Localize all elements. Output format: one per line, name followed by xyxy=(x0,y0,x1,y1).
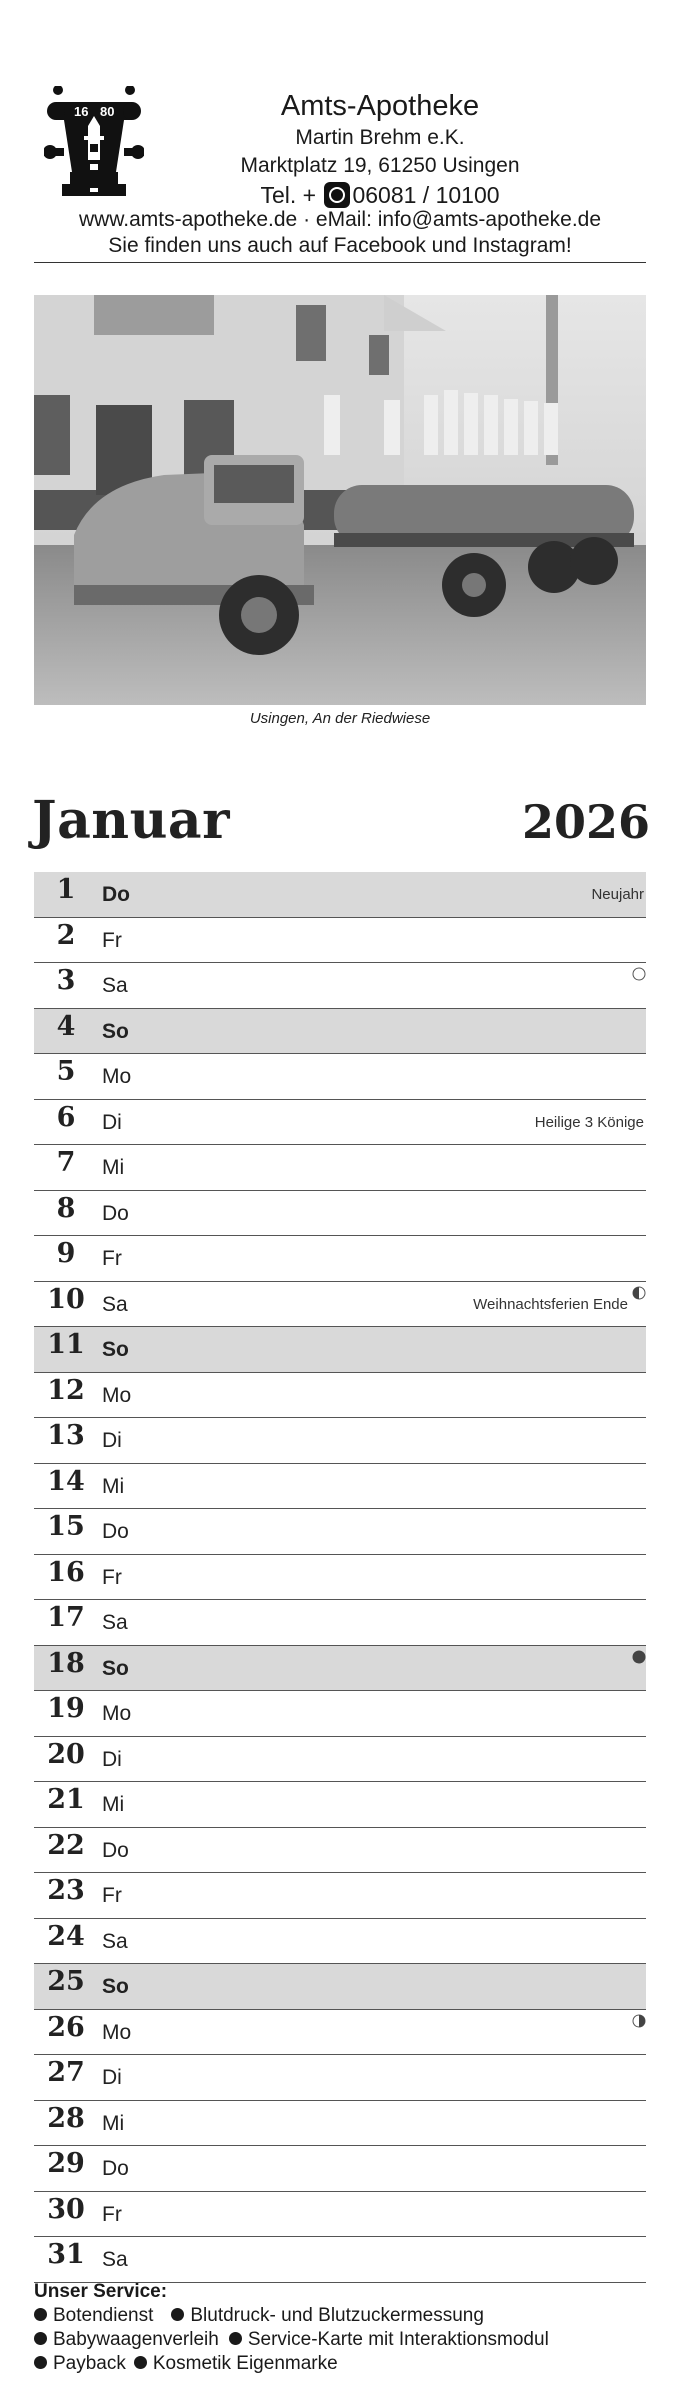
pharmacy-web-email: www.amts-apotheke.de · eMail: info@amts-apotheke.de xyxy=(78,208,602,231)
day-name: Di xyxy=(102,1429,122,1452)
day-number: 29 xyxy=(47,2148,85,2179)
logo-year-left: 16 xyxy=(74,104,89,119)
whatsapp-icon xyxy=(324,182,350,208)
day-row xyxy=(34,1464,646,1510)
day-row xyxy=(34,2192,646,2238)
service-section xyxy=(34,2280,646,2376)
day-number: 20 xyxy=(47,1738,85,1770)
day-name: Sa xyxy=(102,2248,128,2271)
service-item: Babywaagenverleih xyxy=(34,2329,219,2350)
day-name: Di xyxy=(102,1747,122,1771)
day-row xyxy=(34,1327,646,1373)
day-name: So xyxy=(102,1975,129,1998)
day-note: Weihnachtsferien Ende xyxy=(473,1295,628,1313)
day-row xyxy=(34,1373,646,1419)
moon-first-icon xyxy=(632,2014,646,2028)
service-line-3 xyxy=(34,2352,646,2376)
service-line-1 xyxy=(34,2304,646,2328)
day-number: 23 xyxy=(47,1875,85,1906)
day-name: Di xyxy=(102,1110,122,1134)
day-number: 8 xyxy=(56,1192,76,1224)
day-name: Sa xyxy=(102,1929,128,1953)
day-name: Fr xyxy=(102,1884,122,1907)
phone-prefix: Tel. + xyxy=(260,182,317,208)
day-name: Mo xyxy=(102,1065,132,1088)
day-number: 15 xyxy=(47,1511,85,1542)
day-number: 2 xyxy=(56,919,76,951)
bullet-icon xyxy=(34,2332,47,2345)
day-row xyxy=(34,1509,646,1555)
day-number: 31 xyxy=(47,2239,85,2270)
day-name: So xyxy=(102,1019,129,1043)
day-name: Fr xyxy=(102,2202,122,2226)
moon-new-icon xyxy=(632,1650,646,1664)
day-number: 13 xyxy=(47,1420,85,1451)
day-row xyxy=(34,963,646,1009)
day-row xyxy=(34,1100,646,1146)
day-row xyxy=(34,1964,646,2010)
day-row xyxy=(34,1737,646,1783)
day-row xyxy=(34,1782,646,1828)
day-name: Fr xyxy=(102,1247,122,1270)
day-name: Mo xyxy=(102,1702,132,1725)
day-row xyxy=(34,1236,646,1282)
day-name: Sa xyxy=(102,1292,128,1316)
day-number: 24 xyxy=(47,1920,85,1952)
photo-caption: Usingen, An der Riedwiese xyxy=(249,710,431,727)
day-name: Fr xyxy=(102,928,122,952)
day-note: Neujahr xyxy=(591,886,644,903)
day-number: 28 xyxy=(47,2102,85,2134)
day-row xyxy=(34,872,646,918)
day-number: 18 xyxy=(47,1647,85,1679)
day-number: 17 xyxy=(47,1602,85,1633)
service-item: Payback xyxy=(34,2353,126,2374)
day-number: 22 xyxy=(47,1829,85,1861)
day-name: Mo xyxy=(102,2020,132,2044)
logo-year-right: 80 xyxy=(100,104,115,119)
day-row xyxy=(34,1691,646,1737)
day-row xyxy=(34,1873,646,1919)
day-number: 10 xyxy=(47,1283,85,1315)
day-name: Sa xyxy=(102,974,128,997)
service-item: Kosmetik Eigenmarke xyxy=(134,2353,338,2374)
day-row xyxy=(34,2055,646,2101)
day-name: Mi xyxy=(102,1793,125,1816)
day-number: 7 xyxy=(56,1147,76,1178)
day-row xyxy=(34,1282,646,1328)
pharmacy-name: Amts-Apotheke xyxy=(280,90,480,122)
day-row xyxy=(34,2237,646,2283)
day-number: 16 xyxy=(47,1556,85,1588)
day-row xyxy=(34,1600,646,1646)
bullet-icon xyxy=(171,2308,184,2321)
day-number: 14 xyxy=(47,1465,85,1497)
service-item: Blutdruck- und Blutzuckermessung xyxy=(171,2305,484,2326)
pharmacy-header xyxy=(34,86,646,262)
moon-last-icon xyxy=(632,1286,646,1300)
day-row xyxy=(34,1919,646,1965)
pharmacy-phone xyxy=(34,182,646,209)
day-row xyxy=(34,1054,646,1100)
day-row xyxy=(34,1646,646,1692)
day-list xyxy=(34,872,646,2283)
month-title: Januar xyxy=(32,790,230,851)
day-number: 5 xyxy=(56,1056,76,1087)
day-name: Do xyxy=(102,1201,129,1225)
bullet-icon xyxy=(34,2308,47,2321)
day-row xyxy=(34,1555,646,1601)
service-item: Service-Karte mit Interaktionsmodul xyxy=(229,2329,549,2350)
day-name: Mo xyxy=(102,1383,132,1407)
moon-full-icon xyxy=(632,967,646,981)
day-number: 21 xyxy=(47,1784,85,1815)
service-title: Unser Service: xyxy=(34,2281,168,2302)
day-name: Mi xyxy=(102,2111,125,2135)
pharmacy-social: Sie finden uns auch auf Facebook und Instagram! xyxy=(108,234,572,257)
day-name: Mi xyxy=(102,1474,125,1498)
truck-photo-illustration xyxy=(34,295,646,705)
year-title: 2026 xyxy=(521,795,650,849)
day-name: Fr xyxy=(102,1565,122,1589)
day-name: Do xyxy=(102,1520,129,1543)
day-row xyxy=(34,1828,646,1874)
day-number: 26 xyxy=(47,2011,85,2043)
day-name: So xyxy=(102,1656,129,1680)
day-number: 6 xyxy=(56,1101,76,1133)
day-number: 12 xyxy=(47,1374,85,1406)
day-number: 1 xyxy=(56,874,76,905)
day-name: Do xyxy=(102,2157,129,2180)
day-row xyxy=(34,2010,646,2056)
service-item: Botendienst xyxy=(34,2305,153,2326)
day-name: Do xyxy=(102,1838,129,1862)
day-number: 25 xyxy=(47,1966,85,1997)
day-number: 11 xyxy=(47,1329,85,1360)
day-row xyxy=(34,2101,646,2147)
day-number: 19 xyxy=(47,1693,85,1724)
day-name: So xyxy=(102,1338,129,1361)
day-number: 30 xyxy=(47,2193,85,2225)
day-number: 27 xyxy=(47,2057,85,2088)
day-name: Sa xyxy=(102,1611,128,1634)
bullet-icon xyxy=(229,2332,242,2345)
day-row xyxy=(34,1418,646,1464)
day-row xyxy=(34,1009,646,1055)
day-number: 4 xyxy=(56,1010,76,1042)
day-number: 9 xyxy=(56,1238,76,1269)
phone-number: 06081 / 10100 xyxy=(352,182,500,208)
day-number: 3 xyxy=(56,965,76,996)
day-row xyxy=(34,918,646,964)
pharmacy-address: Marktplatz 19, 61250 Usingen xyxy=(240,154,520,177)
day-name: Do xyxy=(102,883,130,906)
day-name: Di xyxy=(102,2066,122,2089)
day-name: Mi xyxy=(102,1156,125,1179)
day-row xyxy=(34,1145,646,1191)
bullet-icon xyxy=(34,2356,47,2369)
historic-photo xyxy=(34,295,646,705)
service-line-2 xyxy=(34,2328,646,2352)
pharmacy-owner: Martin Brehm e.K. xyxy=(295,126,465,149)
day-note: Heilige 3 Könige xyxy=(534,1113,644,1131)
bullet-icon xyxy=(134,2356,147,2369)
day-row xyxy=(34,1191,646,1237)
header-divider xyxy=(34,262,646,263)
day-row xyxy=(34,2146,646,2192)
